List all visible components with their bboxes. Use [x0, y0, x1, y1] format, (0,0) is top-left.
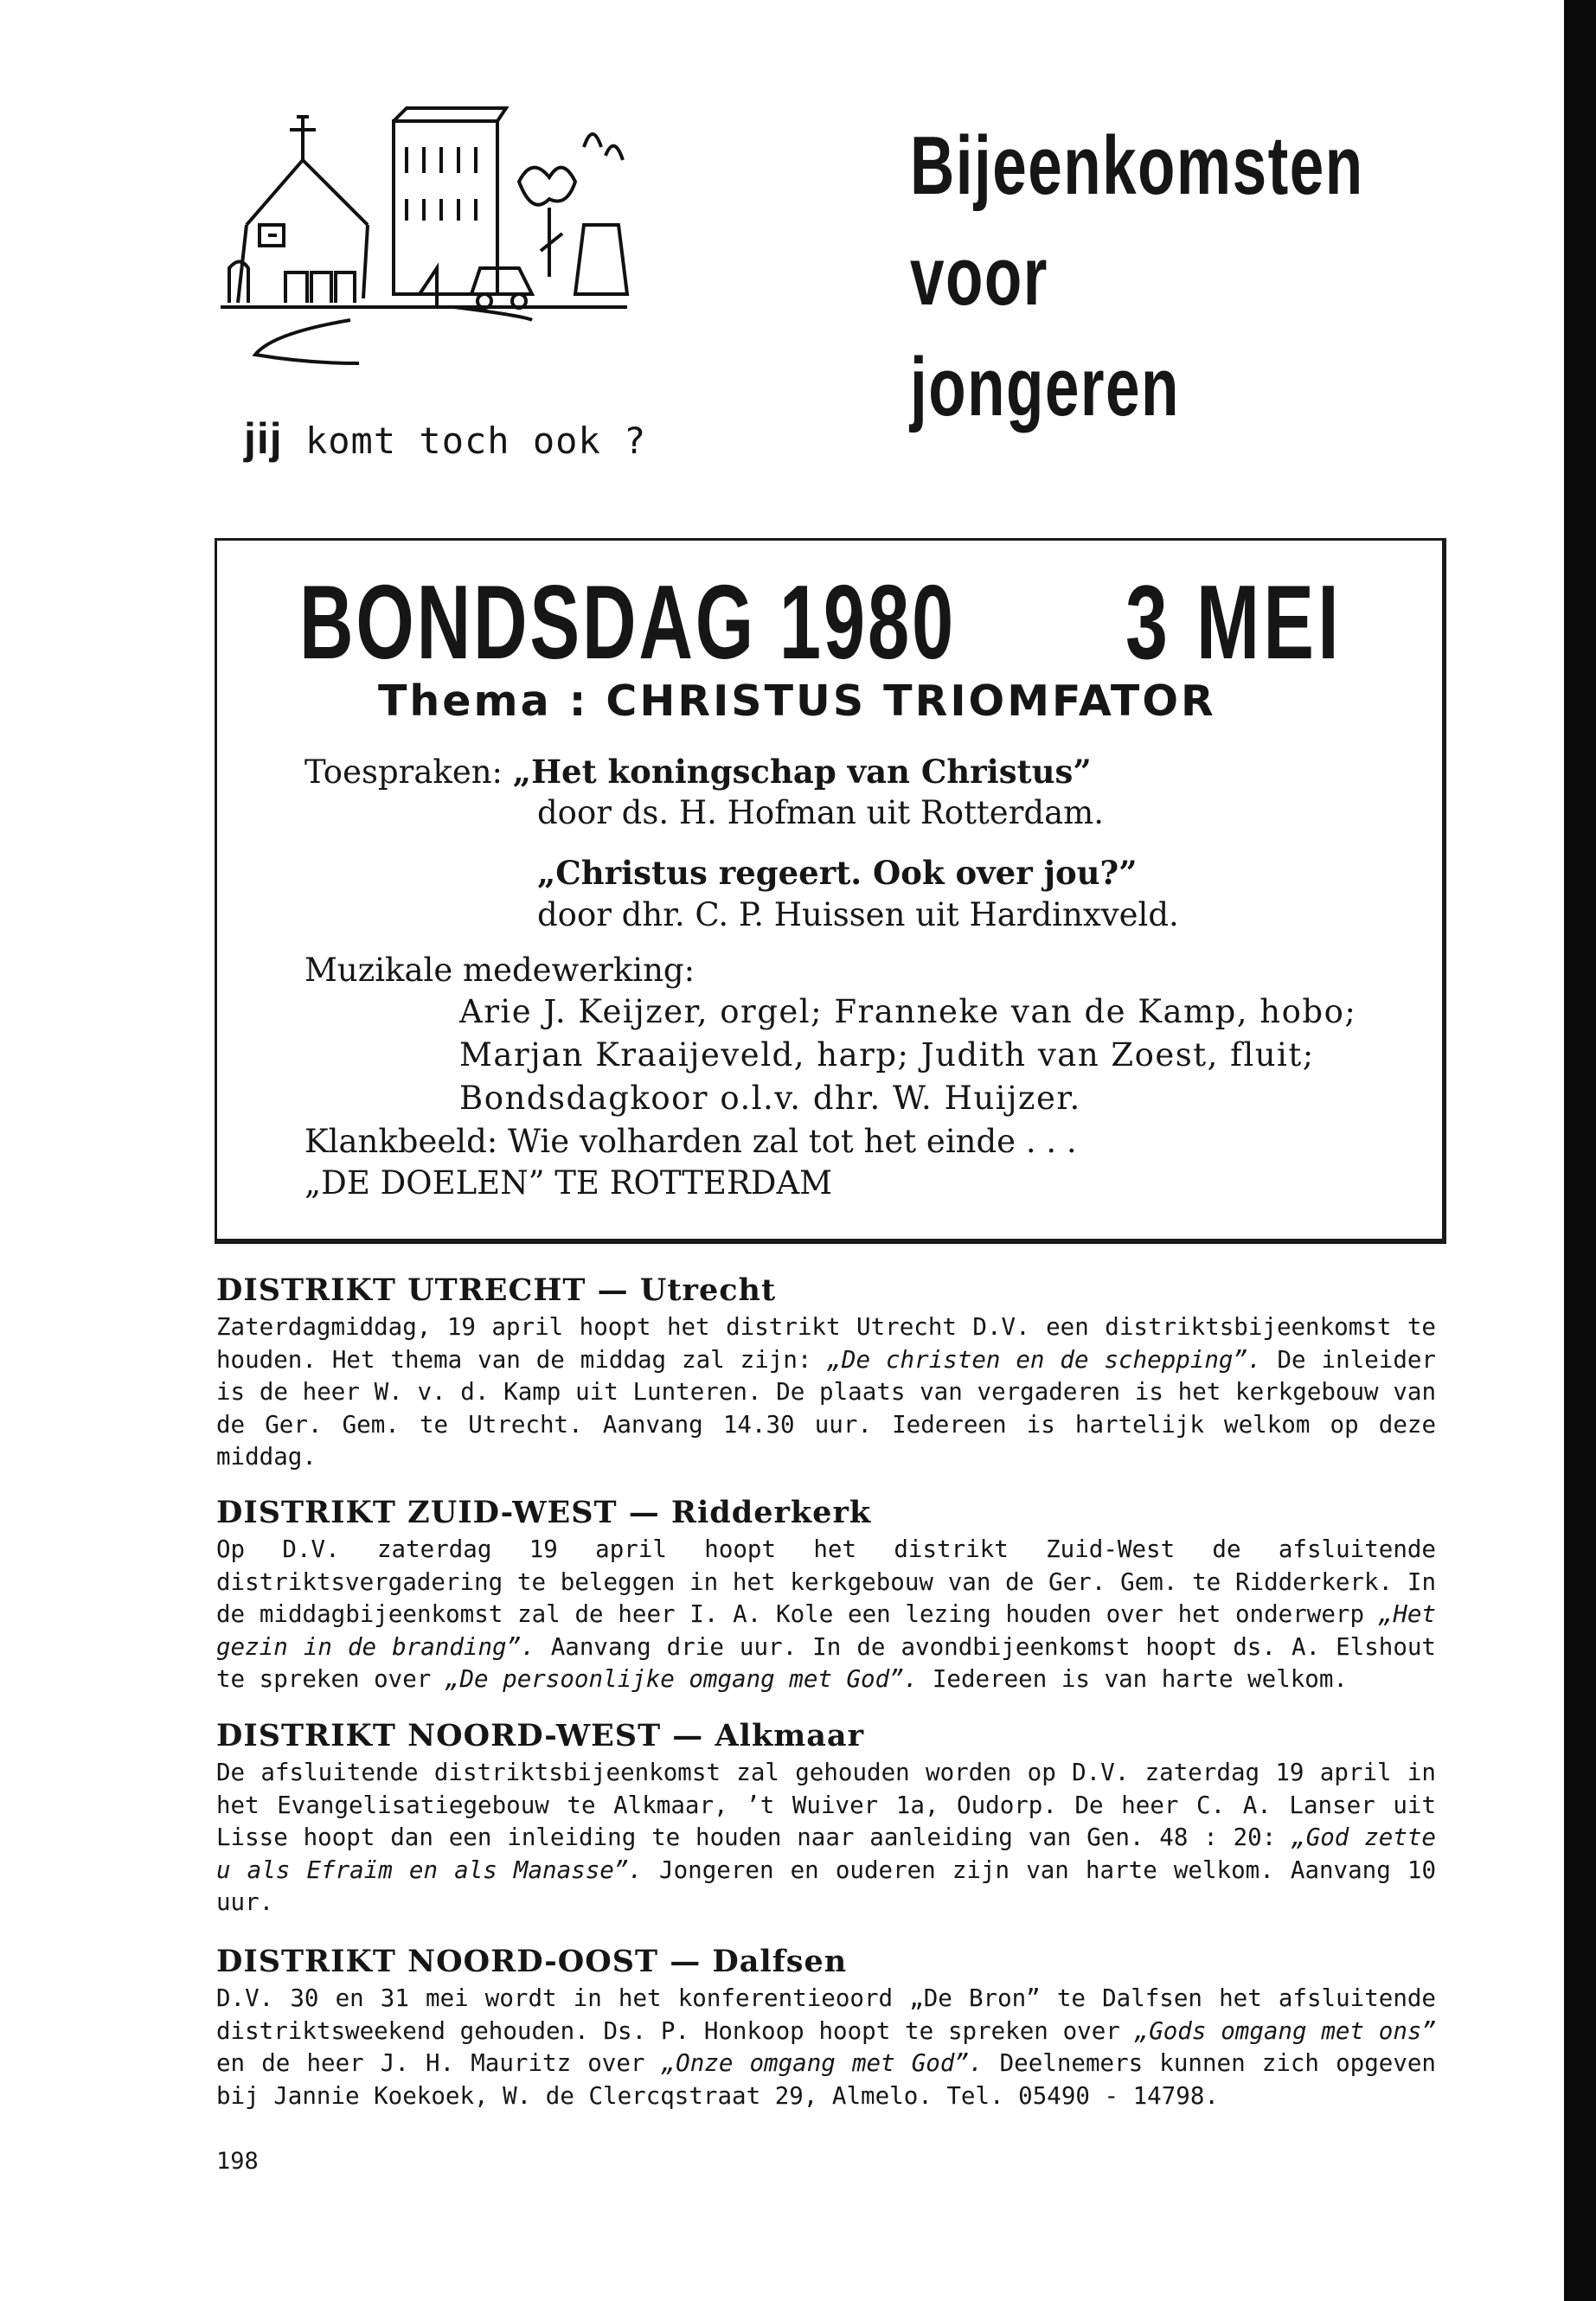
text-part: Deelnemers kunnen zich opgeven bij Jannie Koekoek, W. de Clercqstraat 29, Almelo. Tel. 05490 - 14798. — [216, 2049, 1436, 2110]
district-text — [216, 1534, 1436, 1696]
text-part: Zaterdagmiddag, 19 april hoopt het distrikt Utrecht D.V. een distriktsbijeenkomst te houden. Het thema van de middag zal zijn: — [216, 1313, 1436, 1374]
district-text — [216, 1983, 1436, 2112]
tagline — [244, 413, 646, 464]
talk2-title-text: „Christus regeert. Ook over jou?” — [537, 854, 1138, 892]
district-heading: DISTRIKT NOORD-OOST — Dalfsen — [216, 1944, 848, 1979]
text-part: De inleider is de heer W. v. d. Kamp uit Lunteren. De plaats van vergaderen is het kerkgebouw van de Ger. Gem. te Utrecht. Aanvang 14.30 uur. Iedereen is hartelijk welkom op deze middag. — [216, 1345, 1436, 1471]
district-heading: DISTRIKT UTRECHT — Utrecht — [216, 1272, 777, 1308]
talk1-speaker: door ds. H. Hofman uit Rotterdam. — [537, 794, 1104, 831]
page-heading — [910, 111, 1364, 443]
bondsdag-title: BONDSDAG 1980 — [299, 563, 956, 681]
text-part: D.V. 30 en 31 mei wordt in het konferentieoord „De Bron” te Dalfsen het afsluitende distriktsweekend gehouden. Ds. P. Honkoop hoopt te spreken over — [216, 1984, 1436, 2045]
italic-title: „Onze omgang met God”. — [661, 2049, 984, 2077]
scan-edge-bar — [1564, 0, 1596, 2301]
tagline-text: komt toch ook ? — [304, 420, 647, 462]
thema-line: Thema : CHRISTUS TRIOMFATOR — [378, 676, 1216, 726]
locatie-line: „DE DOELEN” TE ROTTERDAM — [304, 1164, 833, 1202]
heading-line-1: Bijeenkomsten — [910, 119, 1364, 212]
text-part: en de heer J. H. Mauritz over — [216, 2049, 662, 2077]
bondsdag-box — [215, 538, 1446, 1244]
muziek-line-3: Bondsdagkoor o.l.v. dhr. W. Huijzer. — [459, 1080, 1081, 1117]
district-zuid-west — [216, 1494, 1436, 1696]
talk2-speaker: door dhr. C. P. Huissen uit Hardinxveld. — [537, 896, 1179, 933]
text-part: Op D.V. zaterdag 19 april hoopt het distrikt Zuid-West de afsluitende distriktsvergadering te beleggen in het kerkgebouw van de Ger. Gem. te Ridderkerk. In de middagbijeenkomst zal de heer I. A. Kole een lezing houden over het onderwerp — [216, 1535, 1436, 1628]
district-heading: DISTRIKT ZUID-WEST — Ridderkerk — [216, 1495, 872, 1530]
text-part: Iedereen is van harte welkom. — [918, 1665, 1348, 1693]
church-village-sketch — [221, 95, 861, 415]
talk2-title — [537, 853, 1138, 894]
italic-title: „God zette u als Efraïm en als Manasse”. — [216, 1823, 1436, 1884]
talk1-title: „Het koningschap van Christus” — [512, 753, 1092, 791]
district-text — [216, 1311, 1436, 1474]
toespraken-line — [304, 752, 1092, 792]
district-heading: DISTRIKT NOORD-WEST — Alkmaar — [216, 1718, 865, 1753]
toespraken-label: Toespraken: — [304, 753, 503, 791]
italic-title: „De persoonlijke omgang met God”. — [445, 1665, 919, 1693]
muziek-label: Muzikale medewerking: — [304, 952, 695, 989]
district-utrecht — [216, 1272, 1436, 1474]
text-part: Jongeren en ouderen zijn van harte welkom. Aanvang 10 uur. — [216, 1856, 1437, 1916]
text-part: De afsluitende distriktsbijeenkomst zal gehouden worden op D.V. zaterdag 19 april in het Evangelisatiegebouw te Alkmaar, ’t Wuiver 1a, Oudorp. De heer C. A. Lanser uit Lisse hoopt dan een inleiding te houden naar aanleiding van Gen. 48 : 20: — [216, 1759, 1436, 1851]
district-noord-west — [216, 1717, 1436, 1920]
italic-title: „Gods omgang met ons” — [1134, 2016, 1437, 2045]
klankbeeld-line: Klankbeeld: Wie volharden zal tot het einde . . . — [304, 1123, 1077, 1160]
italic-title: „Het gezin in de branding”. — [216, 1600, 1436, 1661]
tagline-jij: jij — [244, 414, 283, 463]
district-text — [216, 1757, 1436, 1920]
heading-line-2: voor jongeren — [910, 230, 1180, 433]
district-noord-oost — [216, 1943, 1436, 2112]
bondsdag-date: 3 MEI — [1125, 563, 1343, 681]
text-part: Aanvang drie uur. In de avondbijeenkomst hoopt ds. A. Elshout te spreken over — [216, 1632, 1436, 1693]
page-number: 198 — [216, 2148, 259, 2175]
muziek-line-1: Arie J. Keijzer, orgel; Franneke van de Kamp, hobo; — [459, 993, 1357, 1030]
italic-title: „De christen en de schepping”. — [827, 1345, 1262, 1374]
muziek-line-2: Marjan Kraaijeveld, harp; Judith van Zoest, fluit; — [459, 1036, 1315, 1074]
